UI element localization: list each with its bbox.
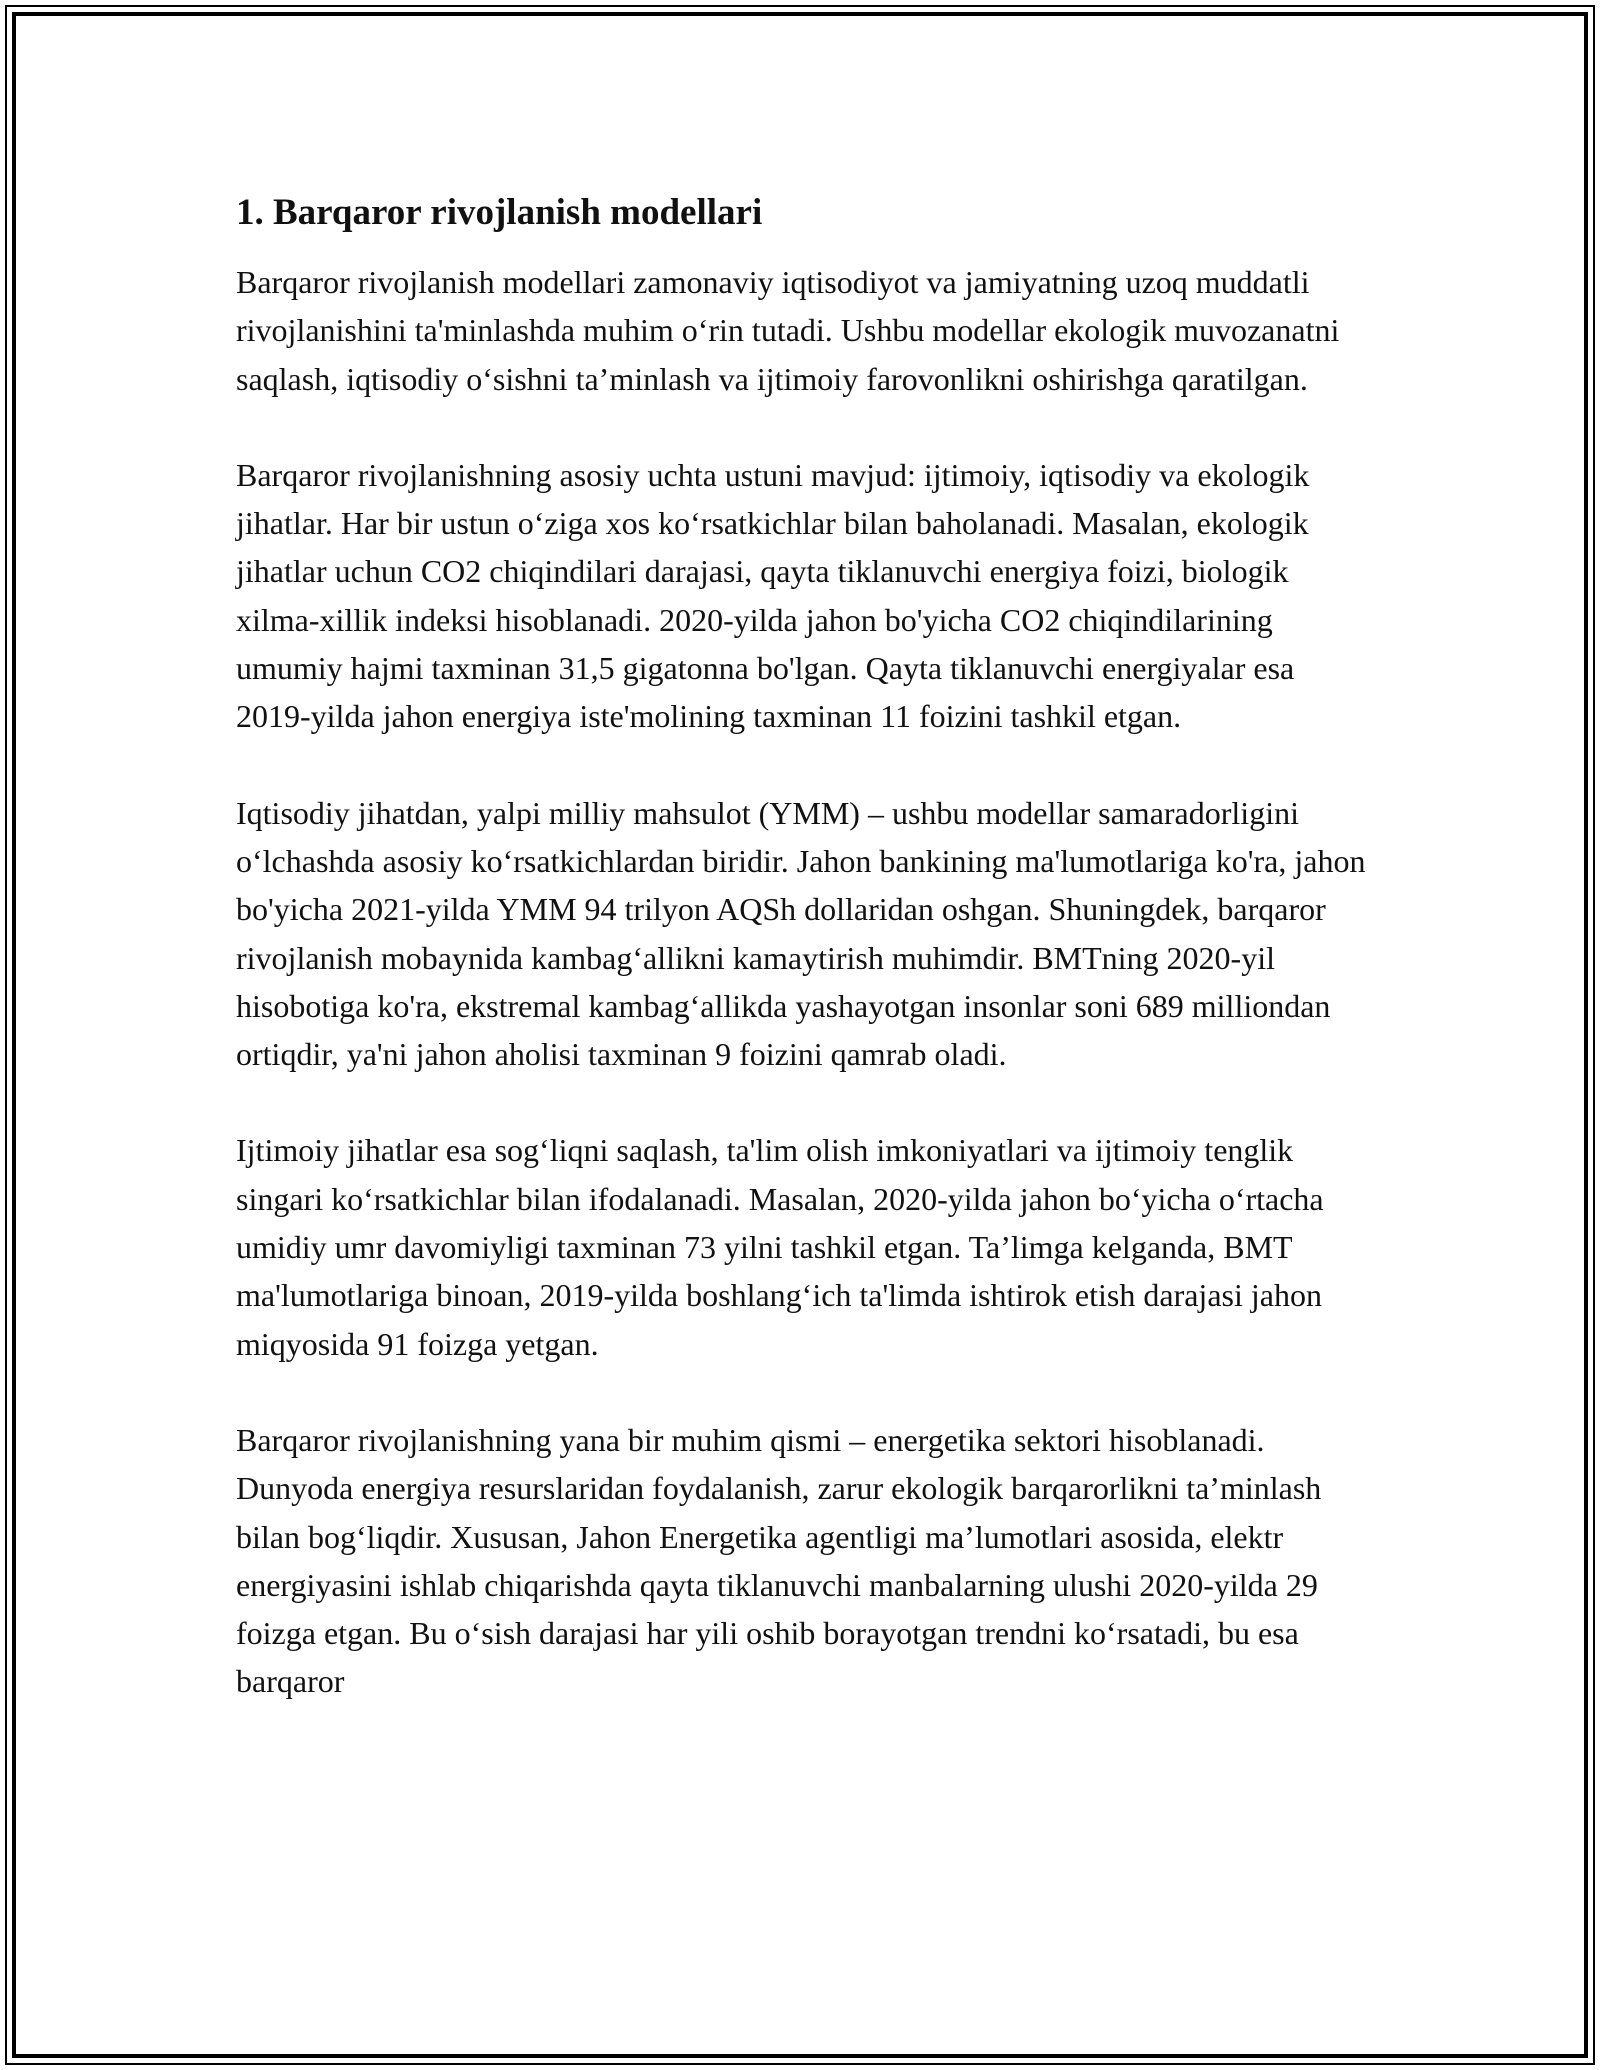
paragraph-economic: Iqtisodiy jihatdan, yalpi milliy mahsulot (YMM) – ushbu modellar samaradorligini o‘lchashda asosiy ko‘rsatkichlardan biridir. Jahon bankining ma'lumotlariga ko'ra, jahon bo'yicha 2021-yilda YMM 94 trilyon AQSh dollaridan oshgan. Shuningdek, barqaror rivojlanish mobaynida kambag‘allikni kamaytirish muhimdir. BMTning 2020-yil hisobotiga ko'ra, ekstremal kambag‘allikda yashayotgan insonlar soni 689 milliondan ortiqdir, ya'ni jahon aholisi taxminan 9 foizini qamrab oladi. xyxy=(236,794,1366,1073)
paragraph-pillars: Barqaror rivojlanishning asosiy uchta ustuni mavjud: ijtimoiy, iqtisodiy va ekologik jihatlar. Har bir ustun o‘ziga xos ko‘rsatkichlar bilan baholanadi. Masalan, ekologik jihatlar uchun CO2 chiqindilari darajasi, qayta tiklanuvchi energiya foizi, biologik xilma-xillik indeksi hisoblanadi. 2020-yilda jahon bo'yicha CO2 chiqindilarining umumiy hajmi taxminan 31,5 gigatonna bo'lgan. Qayta tiklanuvchi energiyalar esa 2019-yilda jahon energiya iste'molining taxminan 11 foizini tashkil etgan. xyxy=(236,456,1310,735)
document-body xyxy=(236,188,1376,1754)
section-heading: 1. Barqaror rivojlanish modellari xyxy=(236,192,763,233)
paragraph-social: Ijtimoiy jihatlar esa sog‘liqni saqlash, ta'lim olish imkoniyatlari va ijtimoiy tenglik singari ko‘rsatkichlar bilan ifodalanadi. Masalan, 2020-yilda jahon bo‘yicha o‘rtacha umidiy umr davomiyligi taxminan 73 yilni tashkil etgan. Ta’limga kelganda, BMT ma'lumotlariga binoan, 2019-yilda boshlang‘ich ta'limda ishtirok etish darajasi jahon miqyosida 91 foizga yetgan. xyxy=(236,1132,1324,1362)
paragraph-intro: Barqaror rivojlanish modellari zamonaviy iqtisodiyot va jamiyatning uzoq muddatli rivojlanishini ta'minlashda muhim o‘rin tutadi. Ushbu modellar ekologik muvozanatni saqlash, iqtisodiy o‘sishni ta’minlash va ijtimoiy farovonlikni oshirishga qaratilgan. xyxy=(236,264,1340,397)
paragraph-energy: Barqaror rivojlanishning yana bir muhim qismi – energetika sektori hisoblanadi. Dunyoda energiya resurslaridan foydalanish, zarur ekologik barqarorlikni ta’minlash bilan bog‘liqdir. Xususan, Jahon Energetika agentligi ma’lumotlari asosida, elektr energiyasini ishlab chiqarishda qayta tiklanuvchi manbalarning ulushi 2020-yilda 29 foizga etgan. Bu o‘sish darajasi har yili oshib borayotgan trendni ko‘rsatadi, bu esa barqaror xyxy=(236,1421,1322,1700)
